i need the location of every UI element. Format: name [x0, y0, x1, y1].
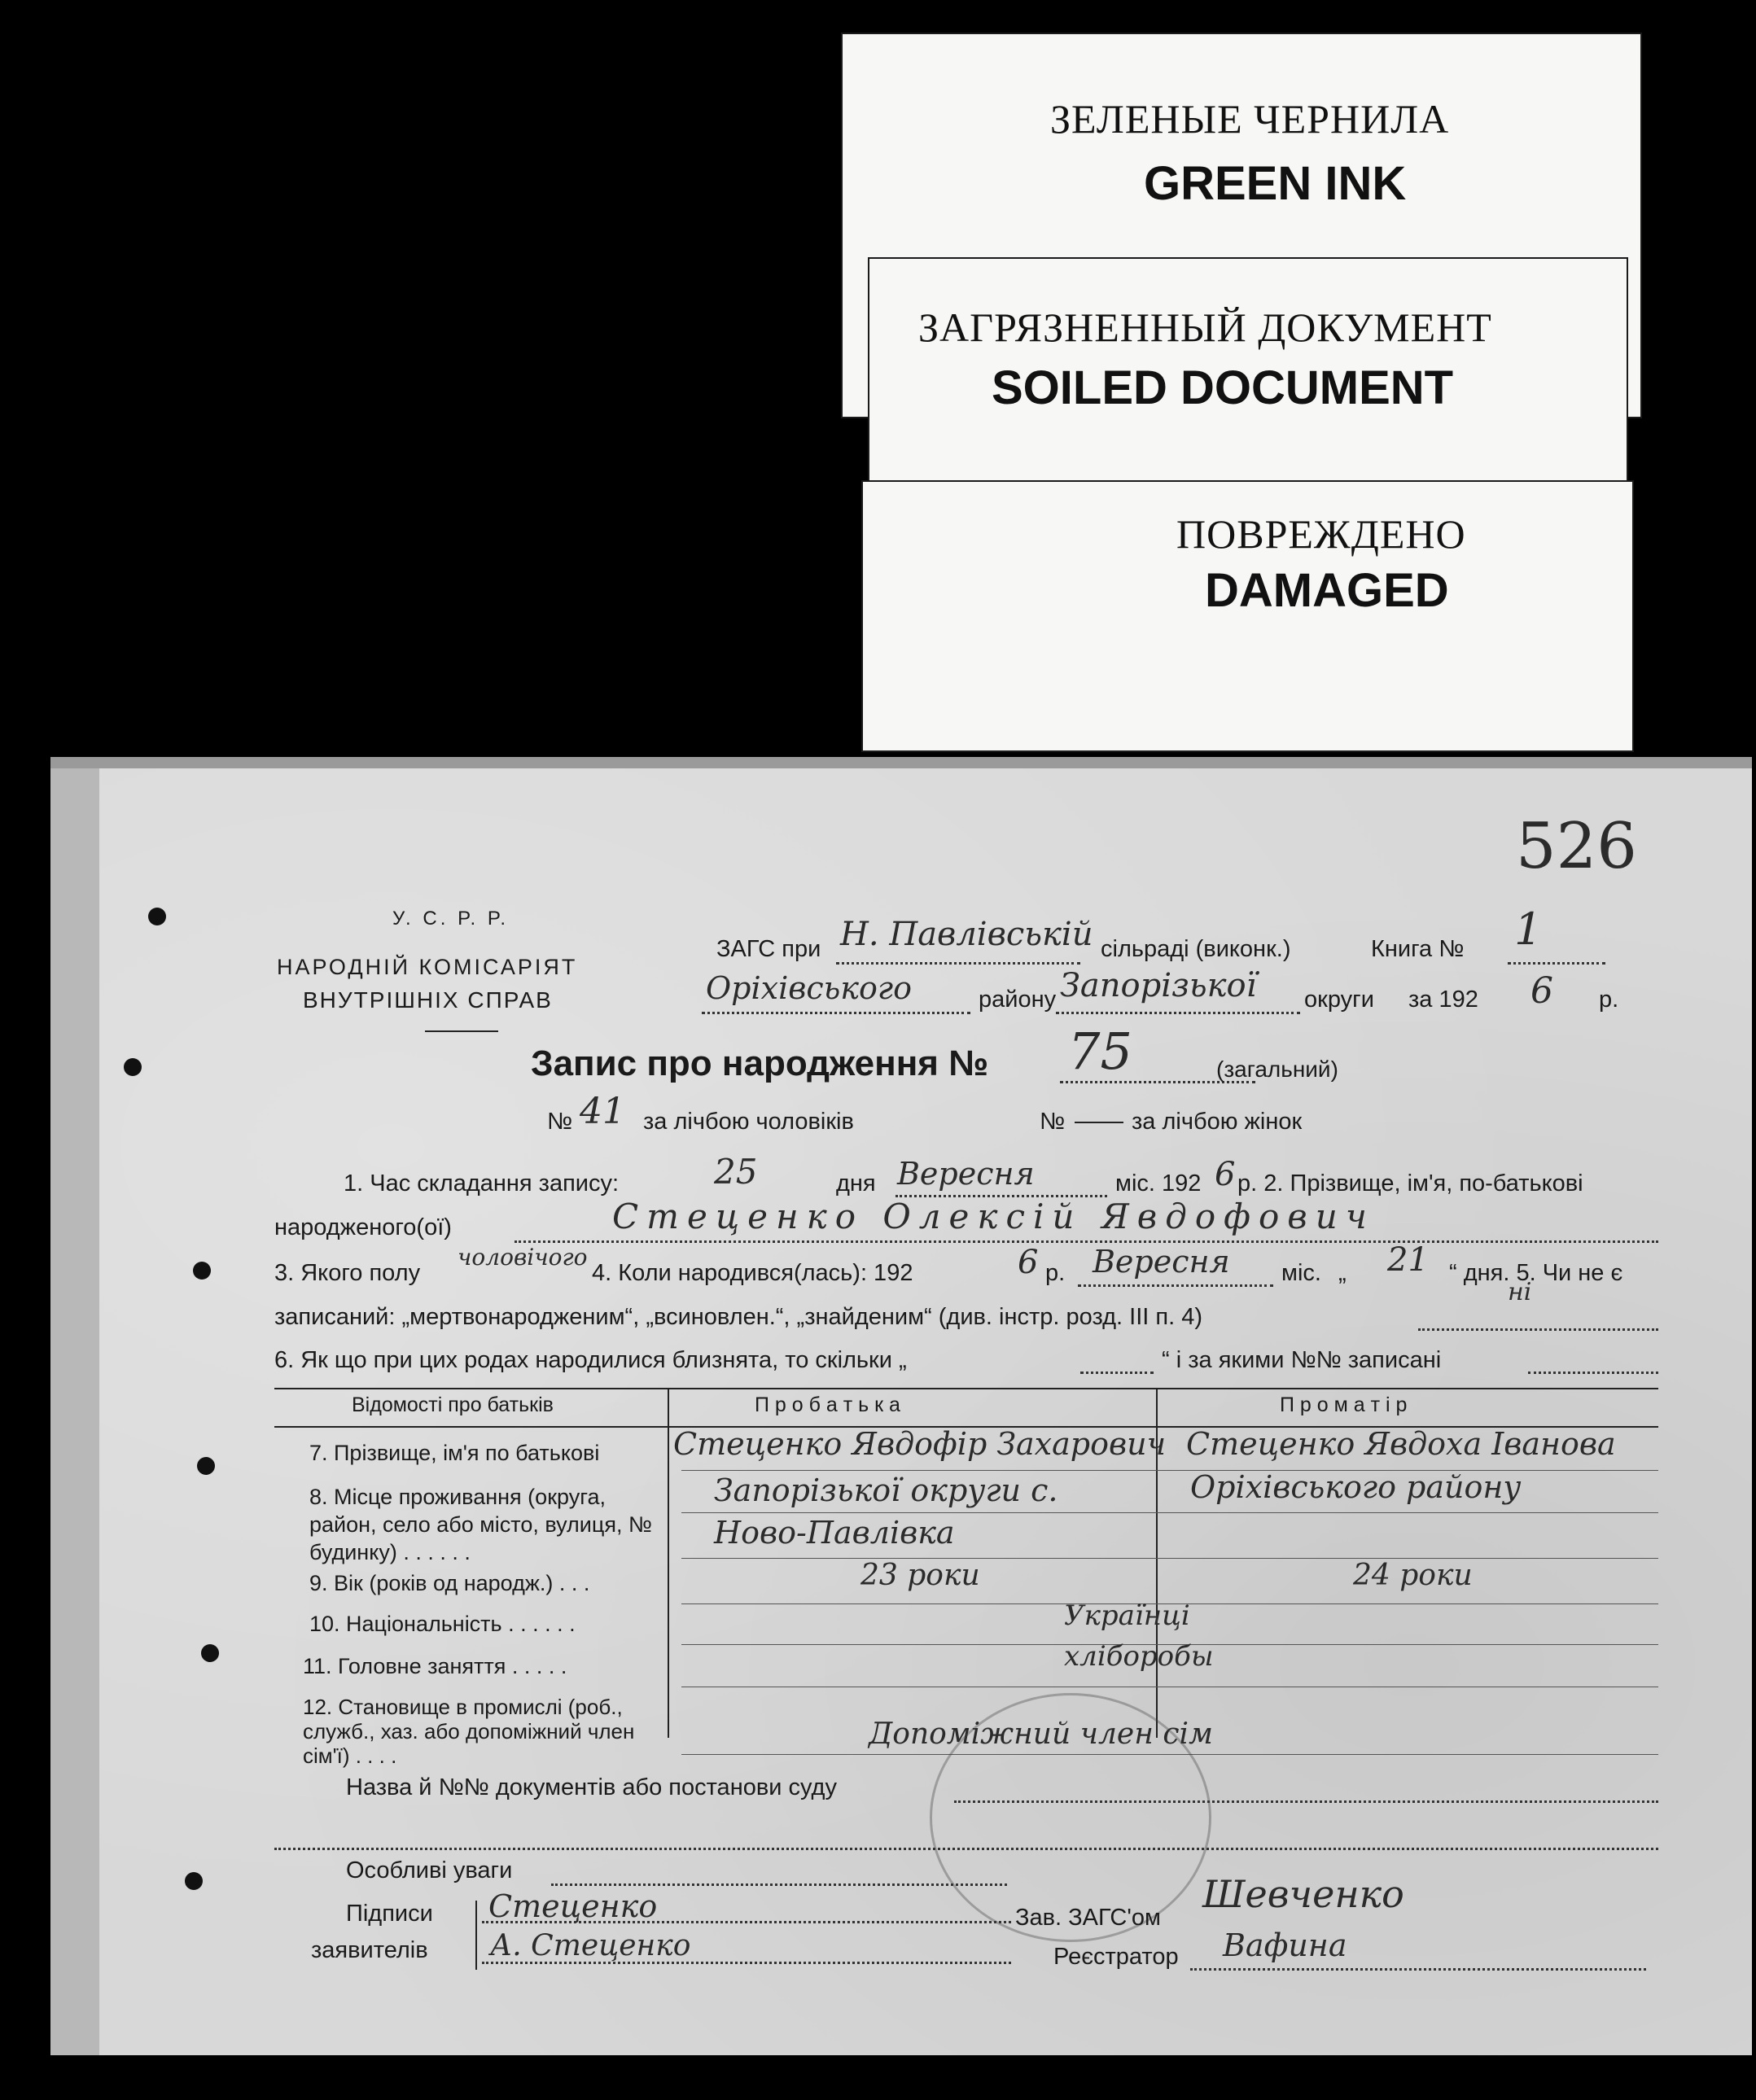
applicant-signature-2: А. Стеценко	[490, 1929, 691, 1962]
signature2-dots	[482, 1962, 1011, 1964]
punch-hole	[193, 1262, 211, 1280]
row8-line-1	[681, 1512, 1658, 1513]
line3-when: 4. Коли народився(лась): 192	[592, 1260, 913, 1286]
child-name: Стеценко Олексій Явдофович	[612, 1197, 1375, 1236]
notes-label: Особливі уваги	[346, 1857, 513, 1883]
stillborn-dots	[1418, 1328, 1658, 1331]
line3-day-close: “ дня. 5. Чи не є	[1449, 1260, 1623, 1286]
form-top-edge	[50, 757, 1752, 768]
child-sex: чоловічого	[458, 1244, 588, 1271]
stillborn-value: ні	[1508, 1278, 1532, 1306]
notes-dots	[551, 1883, 1007, 1886]
male-label: за лічбою чоловіків	[643, 1109, 854, 1135]
table-top-border	[274, 1388, 1658, 1389]
documents-label: Назва й №№ документів або постанови суду	[346, 1774, 837, 1800]
row10-label: 10. Національність . . . . . .	[309, 1612, 576, 1636]
raion-value: Оріхівського	[706, 970, 912, 1006]
line3-yr: р.	[1045, 1260, 1066, 1286]
table-col1-header: Відомості про батьків	[352, 1393, 554, 1416]
commissariat-line2: ВНУТРІШНІХ СПРАВ	[303, 987, 553, 1013]
birth-month: Вересня	[1093, 1244, 1230, 1280]
applicant-signature-1: Стеценко	[488, 1888, 658, 1924]
record-general: (загальний)	[1216, 1057, 1338, 1082]
line1-rest: р. 2. Прізвище, ім'я, по-батькові	[1237, 1170, 1583, 1197]
record-number: 75	[1068, 1022, 1132, 1081]
child-name-dots	[515, 1240, 1658, 1243]
silradi-label: сільраді (виконк.)	[1101, 936, 1291, 962]
green-ink-ru: ЗЕЛЕНЫЕ ЧЕРНИЛА	[1050, 96, 1450, 142]
twins-count-dots	[1080, 1372, 1154, 1374]
zags-value: Н. Павлівській	[840, 916, 1093, 953]
female-count-dash	[1075, 1122, 1123, 1123]
form-binding-edge	[50, 757, 99, 2055]
raion-dots	[702, 1012, 970, 1014]
okrug-label: округи	[1304, 987, 1374, 1013]
table-col3-header: П р о м а т і р	[1280, 1393, 1408, 1416]
soiled-en: SOILED DOCUMENT	[992, 361, 1454, 414]
commissariat-line1: НАРОДНІЙ КОМІСАРІЯТ	[277, 955, 578, 979]
row12-label: 12. Становище в промислі (роб., служб., хаз. або допоміжний член сім'ї) . . . .	[303, 1695, 635, 1768]
line3-day-open: „	[1338, 1260, 1347, 1286]
registrar-dots	[1190, 1968, 1646, 1971]
signatures-label-2: заявителів	[311, 1937, 428, 1963]
punch-hole	[197, 1457, 215, 1475]
line1-mis: міс. 192	[1115, 1170, 1202, 1197]
male-no-prefix: №	[547, 1109, 573, 1135]
mother-age: 24 роки	[1353, 1559, 1473, 1592]
okrug-dots	[1056, 1012, 1300, 1014]
father-address: Запорізької округи с. Ново-Павлівка	[714, 1472, 1058, 1551]
father-age: 23 роки	[860, 1559, 980, 1592]
registrar-signature: Вафина	[1223, 1927, 1347, 1963]
punch-hole	[124, 1058, 142, 1076]
line2-label: народженого(ої)	[274, 1214, 452, 1240]
birth-record-form	[50, 757, 1752, 2055]
raion-label: району	[979, 987, 1057, 1013]
okrug-value: Запорізької	[1060, 967, 1257, 1004]
line5-mid: “ і за якими №№ записані	[1162, 1347, 1442, 1373]
record-month: Вересня	[897, 1156, 1035, 1192]
damaged-en: DAMAGED	[1205, 564, 1449, 617]
row11-label: 11. Головне заняття . . . . .	[303, 1654, 567, 1678]
occupation: хліборобы	[1064, 1640, 1214, 1673]
documents-dots	[954, 1800, 1658, 1803]
book-dots	[1508, 962, 1605, 965]
record-year: 6	[1215, 1156, 1236, 1193]
nationality: Українці	[1064, 1599, 1190, 1632]
line4-label: записаний: „мертвонародженим“, „всиновлен.“, „знайденим“ (див. інстр. розд. III п. 4)	[274, 1304, 1202, 1330]
form-title: Запис про народження №	[531, 1043, 989, 1083]
green-ink-en: GREEN INK	[1144, 157, 1407, 210]
table-col2-header: П р о б а т ь к а	[755, 1393, 900, 1416]
female-label: за лічбою жінок	[1132, 1109, 1303, 1135]
row8-line-2	[681, 1558, 1658, 1559]
year-suffix: р.	[1599, 987, 1619, 1013]
male-count: 41	[580, 1091, 625, 1132]
registrar-label: Реєстратор	[1053, 1944, 1179, 1970]
female-no-prefix: №	[1040, 1109, 1066, 1135]
birth-day: 21	[1387, 1241, 1429, 1279]
punch-hole	[185, 1872, 203, 1890]
row8-label: 8. Місце проживання (округа, район, село або місто, вулиця, № будинку) . . . . . .	[309, 1485, 652, 1564]
zags-prefix: ЗАГС при	[716, 936, 821, 962]
birth-year: 6	[1018, 1244, 1039, 1281]
row9-label: 9. Вік (років од народж.) . . .	[309, 1571, 590, 1595]
father-name: Стеценко Явдофір Захарович	[673, 1426, 1167, 1462]
row7-label: 7. Прізвище, ім'я по батькові	[309, 1441, 600, 1465]
punch-hole	[148, 908, 166, 925]
mother-name: Стеценко Явдоха Іванова	[1186, 1426, 1616, 1462]
year-value: 6	[1530, 970, 1553, 1012]
table-col-divider-1	[668, 1388, 669, 1738]
damaged-label	[863, 482, 1632, 750]
line1-label: 1. Час складання запису:	[344, 1170, 620, 1197]
line3-label: 3. Якого полу	[274, 1260, 421, 1286]
republic-name: У. С. Р. Р.	[392, 908, 510, 930]
documents-dots-2	[274, 1848, 1658, 1850]
birth-month-dots	[1078, 1284, 1273, 1287]
twins-numbers-dots	[1528, 1372, 1658, 1374]
year-prefix: за 192	[1408, 987, 1478, 1013]
header-divider	[425, 1030, 498, 1032]
zags-dots	[836, 962, 1080, 965]
book-label: Книга №	[1371, 936, 1465, 962]
line1-day-label: дня	[836, 1170, 876, 1197]
head-label: Зав. ЗАГС'ом	[1015, 1905, 1161, 1931]
line5-label: 6. Як що при цих родах народилися близнята, то скільки „	[274, 1347, 907, 1373]
page-number: 526	[1516, 810, 1637, 883]
record-day: 25	[714, 1152, 758, 1192]
industry-status: Допомiжний член сім	[869, 1717, 1213, 1751]
damaged-ru: ПОВРЕЖДЕНО	[1176, 511, 1466, 557]
punch-hole	[201, 1644, 219, 1662]
mother-address: Оріхівського району	[1190, 1469, 1522, 1505]
head-signature: Шевченко	[1202, 1872, 1404, 1916]
soiled-ru: ЗАГРЯЗНЕННЫЙ ДОКУМЕНТ	[918, 304, 1492, 350]
signatures-brace	[475, 1901, 477, 1970]
book-value: 1	[1514, 903, 1543, 955]
signatures-label-1: Підписи	[346, 1901, 433, 1927]
signature1-dots	[482, 1921, 1011, 1923]
line3-mis: міс.	[1281, 1260, 1321, 1286]
